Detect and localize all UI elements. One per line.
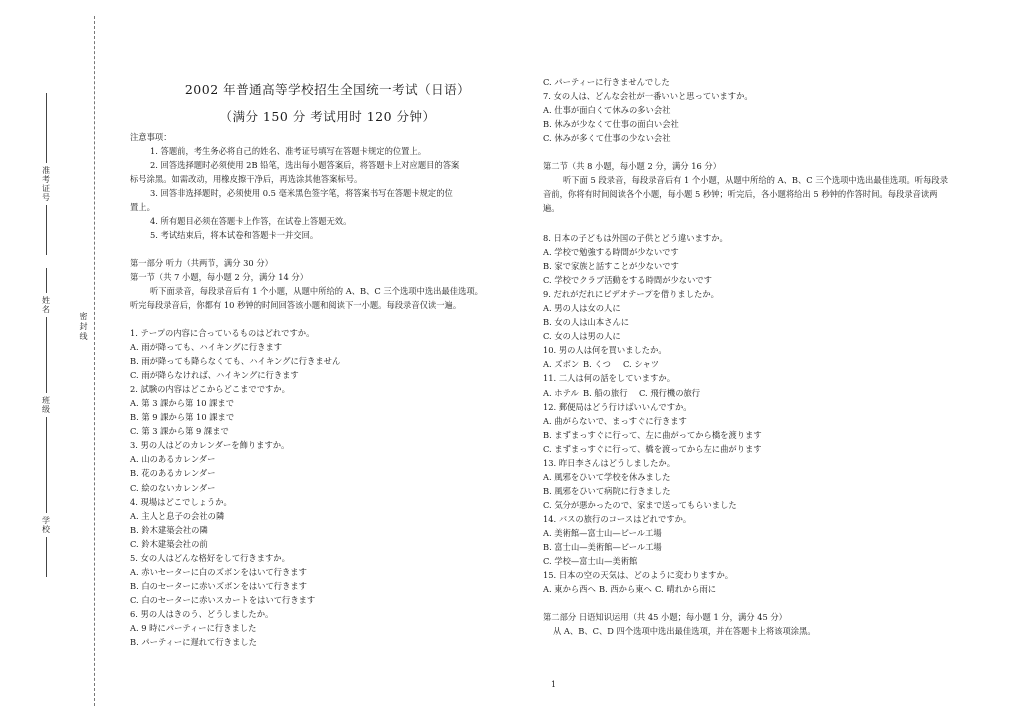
question-line: C. 白のセーターに赤いスカートをはいて行きます — [130, 594, 316, 605]
note-line: 2. 回答选择题时必须使用 2B 铅笔，选出每小题答案后，将答题卡上对应题目的答案 — [150, 160, 460, 171]
question-line: B. 雨が降っても降らなくても、ハイキングに行きません — [130, 356, 341, 367]
option: C. シャツ — [623, 359, 660, 370]
section2-block — [543, 159, 948, 215]
field-label: 姓名 — [41, 296, 51, 314]
exam-subtitle: （满分 150 分 考试用时 120 分钟） — [219, 109, 436, 124]
question-line: 10. 男の人は何を買いましたか。 — [543, 345, 667, 356]
question-line: B. パーティーに遅れて行きました — [130, 637, 257, 648]
question-line: A. 曲がらないで、まっすぐに行きます — [543, 415, 687, 426]
question-line: 8. 日本の子どもは外国の子供とどう違いますか。 — [543, 233, 728, 243]
part2-instruction: 从 A、B、C、D 四个选项中选出最佳选项，并在答题卡上将该项涂黑。 — [553, 626, 816, 637]
question-line: B. まずまっすぐに行って、左に曲がってから橋を渡ります — [543, 429, 762, 440]
question-line: C. 休みが多くて仕事の少ない会社 — [543, 133, 671, 144]
question-line: C. まずまっすぐに行って、橋を渡ってから左に曲がります — [543, 443, 762, 454]
part1-heading: 第一部分 听力（共两节，满分 30 分） — [130, 258, 273, 268]
binding-margin — [0, 0, 100, 726]
question-line: 12. 郵便局はどう行けばいいんですか。 — [543, 401, 692, 412]
question-line: 5. 女の人はどんな格好をして行きますか。 — [130, 552, 290, 563]
question-line: A. 赤いセーターに白のズボンをはいて行きます — [130, 566, 307, 577]
question-line: 1. テープの内容に合っているものはどれですか。 — [130, 328, 315, 338]
question-line: A. 美術館—富士山—ビール工場 — [543, 527, 662, 538]
section2-instruction: 遍。 — [543, 203, 560, 214]
part2-block — [543, 610, 816, 638]
option: A. ホテル — [543, 387, 579, 398]
field-label: 班级 — [41, 396, 51, 414]
option: C. 晴れから雨に — [655, 584, 717, 595]
option: A. ズボン — [543, 359, 580, 370]
part2-heading: 第二部分 日语知识运用（共 45 小题；每小题 1 分，满分 45 分） — [543, 612, 787, 622]
q11-options — [543, 386, 762, 400]
option: A. 東から西へ — [543, 584, 596, 595]
right-top-block — [543, 75, 753, 145]
note-line: 5. 考试结束后，将本试卷和答题卡一并交回。 — [150, 230, 319, 241]
question-line: A. 男の人は女の人に — [543, 303, 621, 314]
questions-block — [130, 326, 340, 649]
question-line: C. パーティーに行きませんでした — [543, 77, 670, 87]
question-line: 6. 男の人はきのう、どうしましたか。 — [130, 608, 274, 619]
question-line: A. 学校で勉強する時間が少ないです — [543, 247, 679, 258]
question-line: C. 第 3 課から第 9 課まで — [130, 426, 229, 437]
question-line: 11. 二人は何の話をしていますか。 — [543, 373, 675, 384]
question-line: 14. バスの旅行のコースはどれですか。 — [543, 513, 692, 524]
q15-options — [543, 582, 762, 596]
section1-instruction: 听下面录音，每段录音后有 1 个小题，从题中所给的 A、B、C 三个选项中选出最佳选项。 — [150, 286, 483, 297]
field-label: 学校 — [41, 516, 51, 534]
section2-heading: 第二节（共 8 小题，每小题 2 分，满分 16 分） — [543, 161, 721, 171]
option: B. くつ — [583, 359, 611, 370]
question-line: C. 雨が降らなければ、ハイキングに行きます — [130, 370, 299, 381]
page-number: 1 — [551, 680, 557, 689]
section2-instruction: 音前，你将有时间阅读各个小题，每小题 5 秒钟；听完后，各小题将给出 5 秒钟的作答时间。每段录音读两 — [543, 189, 938, 200]
seal-line-label: 密封线 — [79, 312, 88, 342]
question-line: C. 鈴木建築会社の前 — [130, 538, 208, 549]
section1-heading: 第一节（共 7 小题，每小题 2 分，满分 14 分） — [130, 272, 308, 283]
question-line: B. 白のセーターに赤いズボンをはいて行きます — [130, 580, 307, 591]
section2-instruction: 听下面 5 段录音，每段录音后有 1 个小题，从题中所给的 A、B、C 三个选项中选出最佳选项。听每段录 — [563, 175, 948, 186]
question-line: B. 休みが少なくて仕事の面白い会社 — [543, 119, 679, 130]
section1-instruction: 听完每段录音后，你都有 10 秒钟的时间回答该小题和阅读下一小题。每段录音仅读一遍。 — [130, 300, 462, 311]
part1-block — [130, 256, 483, 312]
question-line: B. 第 9 課から第 10 課まで — [130, 412, 235, 423]
question-line: A. 風邪をひいて学校を休みました — [543, 471, 671, 482]
question-line: A. 仕事が面白くて休みの多い会社 — [543, 105, 671, 116]
question-line: B. 富士山—美術館—ビール工場 — [543, 542, 662, 553]
question-line: 3. 男の人はどのカレンダーを飾りますか。 — [130, 440, 290, 451]
exam-title: 2002 年普通高等学校招生全国统一考试（日语） — [184, 82, 471, 97]
question-line: A. 第 3 課から第 10 課まで — [130, 398, 235, 409]
question-line: 4. 現場はどこでしょうか。 — [130, 496, 232, 507]
question-line: B. 花のあるカレンダー — [130, 468, 216, 479]
note-line: 4. 所有题目必须在答题卡上作答，在试卷上答题无效。 — [150, 216, 352, 227]
field-exam-number — [40, 90, 52, 258]
note-line: 置上。 — [130, 202, 155, 213]
question-line: B. 家で家族と話すことが少ないです — [543, 261, 679, 272]
question-line: C. 絵のないカレンダー — [130, 482, 216, 493]
question-line: 13. 昨日李さんはどうしましたか。 — [543, 457, 675, 468]
question-line: B. 風邪をひいて病院に行きました — [543, 485, 671, 496]
option: B. 船の旅行 — [583, 387, 628, 398]
question-line: B. 女の人は山本さんに — [543, 317, 630, 328]
option: B. 西から東へ — [599, 584, 652, 595]
field-school — [40, 480, 52, 580]
question-line: A. 主人と息子の会社の隣 — [130, 510, 225, 521]
option: C. 飛行機の旅行 — [639, 387, 701, 398]
question-line: C. 学校—富士山—美術館 — [543, 556, 638, 567]
question-line: A. 9 時にパーティーに行きました — [130, 622, 257, 633]
field-label: 准考证号 — [41, 166, 51, 202]
right-questions-block — [543, 231, 762, 596]
question-line: 9. だれがだれにビデオテープを借りましたか。 — [543, 289, 719, 300]
note-line: 标号涂黑。如需改动，用橡皮擦干净后，再选涂其他答案标号。 — [130, 174, 363, 185]
question-line: B. 鈴木建築会社の隣 — [130, 524, 208, 535]
question-line: 2. 試験の内容はどこからどこまでですか。 — [130, 384, 290, 395]
field-class — [40, 360, 52, 495]
note-line: 3. 回答非选择题时，必须使用 0.5 毫米黑色签字笔，将答案书写在答题卡规定的位 — [150, 188, 453, 199]
notes-block — [130, 130, 459, 242]
question-line: 15. 日本の空の天気は、どのように変わりますか。 — [543, 570, 734, 581]
note-line: 1. 答题前，考生务必将自己的姓名、准考证号填写在答题卡规定的位置上。 — [150, 146, 427, 157]
seal-dashed-line — [94, 16, 95, 706]
question-line: 7. 女の人は、どんな会社が一番いいと思っていますか。 — [543, 91, 753, 102]
question-line: C. 学校でクラブ活動をする時間が少ないです — [543, 275, 712, 286]
question-line: C. 気分が悪かったので、家まで送ってもらいました — [543, 499, 737, 510]
field-name — [40, 265, 52, 375]
q10-options — [543, 357, 762, 371]
question-line: C. 女の人は男の人に — [543, 331, 621, 342]
question-line: A. 山のあるカレンダー — [130, 454, 216, 465]
question-line: A. 雨が降っても、ハイキングに行きます — [130, 342, 283, 353]
notes-heading: 注意事项： — [130, 132, 172, 142]
